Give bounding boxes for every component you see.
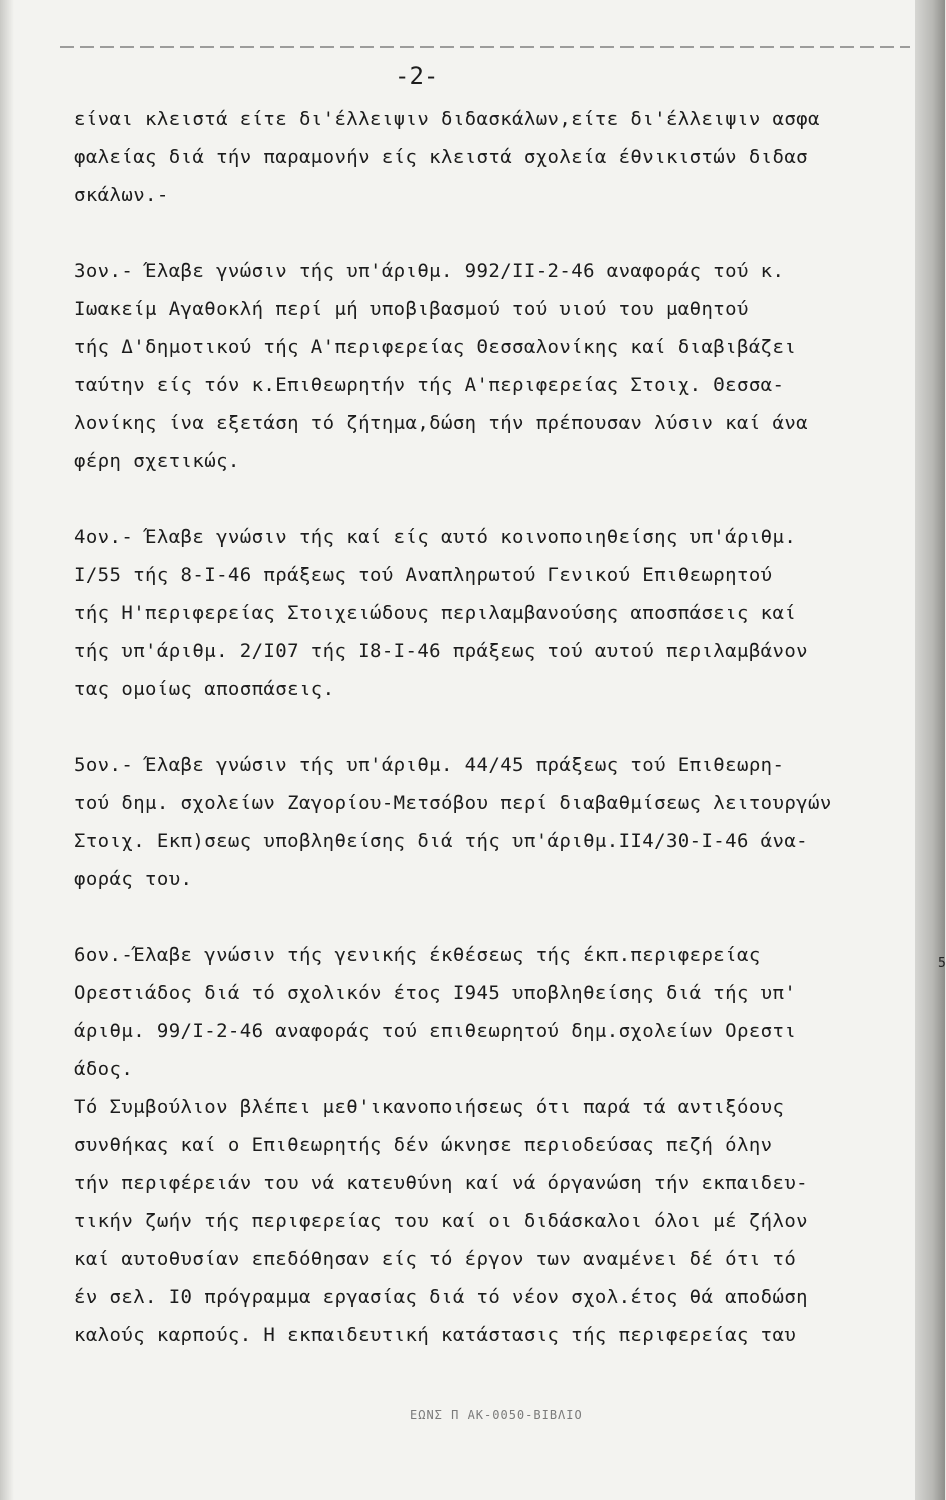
text-line: τής υπ'άριθμ. 2/I07 τής I8-I-46 πράξεως τού αυτού περιλαμβάνον [74,640,809,662]
paragraph-gap [74,898,909,936]
text-line: τικήν ζωήν τής περιφερείας του καί οι διδάσκαλοι όλοι μέ ζήλον [74,1210,809,1232]
text-line: τας ομοίως αποσπάσεις. [74,678,335,700]
text-line: άδος. [74,1058,134,1080]
text-line: Ιωακείμ Αγαθοκλή περί μή υποβιβασμού τού υιού του μαθητού [74,298,749,320]
text-line: 3ον.- Έλαβε γνώσιν τής υπ'άριθμ. 992/II-2-46 αναφοράς τού κ. [74,260,785,282]
text-line: ταύτην είς τόν κ.Επιθεωρητήν τής Α'περιφερείας Στοιχ. Θεσσα- [74,374,785,396]
text-line: Στοιχ. Εκπ)σεως υποβληθείσης διά τής υπ'άριθμ.II4/30-I-46 άνα- [74,830,809,852]
text-line: φαλείας διά τήν παραμονήν είς κλειστά σχολεία έθνικιστών διδασ [74,146,809,168]
paragraph-1 [74,100,909,214]
text-line: τής Δ'δημοτικού τής Α'περιφερείας Θεσσαλονίκης καί διαβιβάζει [74,336,797,358]
text-line: 5ον.- Έλαβε γνώσιν τής υπ'άριθμ. 44/45 πράξεως τού Επιθεωρη- [74,754,785,776]
body-text [74,100,909,1354]
text-line: καί αυτοθυσίαν επεδόθησαν είς τό έργον των αναμένει δέ ότι τό [74,1248,797,1270]
scan-left-edge [0,0,14,1500]
text-line: τήν περιφέρειάν του νά κατευθύνη καί νά όργανώση τήν εκπαιδευ- [74,1172,809,1194]
margin-mark: 5 [938,956,946,971]
text-line: Τό Συμβούλιον βλέπει μεθ'ικανοποιήσεως ότι παρά τά αντιξόους [74,1096,785,1118]
scan-right-edge [915,0,945,1500]
paragraph-3 [74,518,909,708]
text-line: καλούς καρπούς. Η εκπαιδευτική κατάστασις τής περιφερείας ταυ [74,1324,797,1346]
text-line: 6ον.-Έλαβε γνώσιν τής γενικής έκθέσεως τής έκπ.περιφερείας [74,944,761,966]
paragraph-4 [74,746,909,898]
text-line: σκάλων.- [74,184,169,206]
text-line: τού δημ. σχολείων Ζαγορίου-Μετσόβου περί διαβαθμίσεως λειτουργών [74,792,832,814]
text-line: λονίκης ίνα εξετάση τό ζήτημα,δώση τήν πρέπουσαν λύσιν καί άνα [74,412,809,434]
paragraph-5 [74,936,909,1088]
text-line: έν σελ. I0 πρόγραμμα εργασίας διά τό νέον σχολ.έτος θά αποδώση [74,1286,809,1308]
faint-footer-stamp: ΕΩΝΣ Π ΑΚ-0050-ΒΙΒΛΙΟ [410,1408,583,1422]
paragraph-2 [74,252,909,480]
text-line: I/55 τής 8-I-46 πράξεως τού Αναπληρωτού Γενικού Επιθεωρητού [74,564,773,586]
page-number: -2- [395,62,439,90]
paragraph-gap [74,708,909,746]
text-line: φοράς του. [74,868,193,890]
text-line: φέρη σχετικώς. [74,450,240,472]
text-line: άριθμ. 99/I-2-46 αναφοράς τού επιθεωρητού δημ.σχολείων Ορεστι [74,1020,797,1042]
paragraph-gap [74,480,909,518]
text-line: συνθήκας καί ο Επιθεωρητής δέν ώκνησε περιοδεύσας πεζή όλην [74,1134,773,1156]
text-line: Ορεστιάδος διά τό σχολικόν έτος I945 υποβληθείσης διά τής υπ' [74,982,797,1004]
text-line: 4ον.- Έλαβε γνώσιν τής καί είς αυτό κοινοποιηθείσης υπ'άριθμ. [74,526,797,548]
text-line: τής Η'περιφερείας Στοιχειώδους περιλαμβανούσης αποσπάσεις καί [74,602,797,624]
paragraph-6 [74,1088,909,1354]
text-line: είναι κλειστά είτε δι'έλλειψιν διδασκάλων,είτε δι'έλλειψιν ασφα [74,108,820,130]
top-rule [60,46,910,48]
paragraph-gap [74,214,909,252]
